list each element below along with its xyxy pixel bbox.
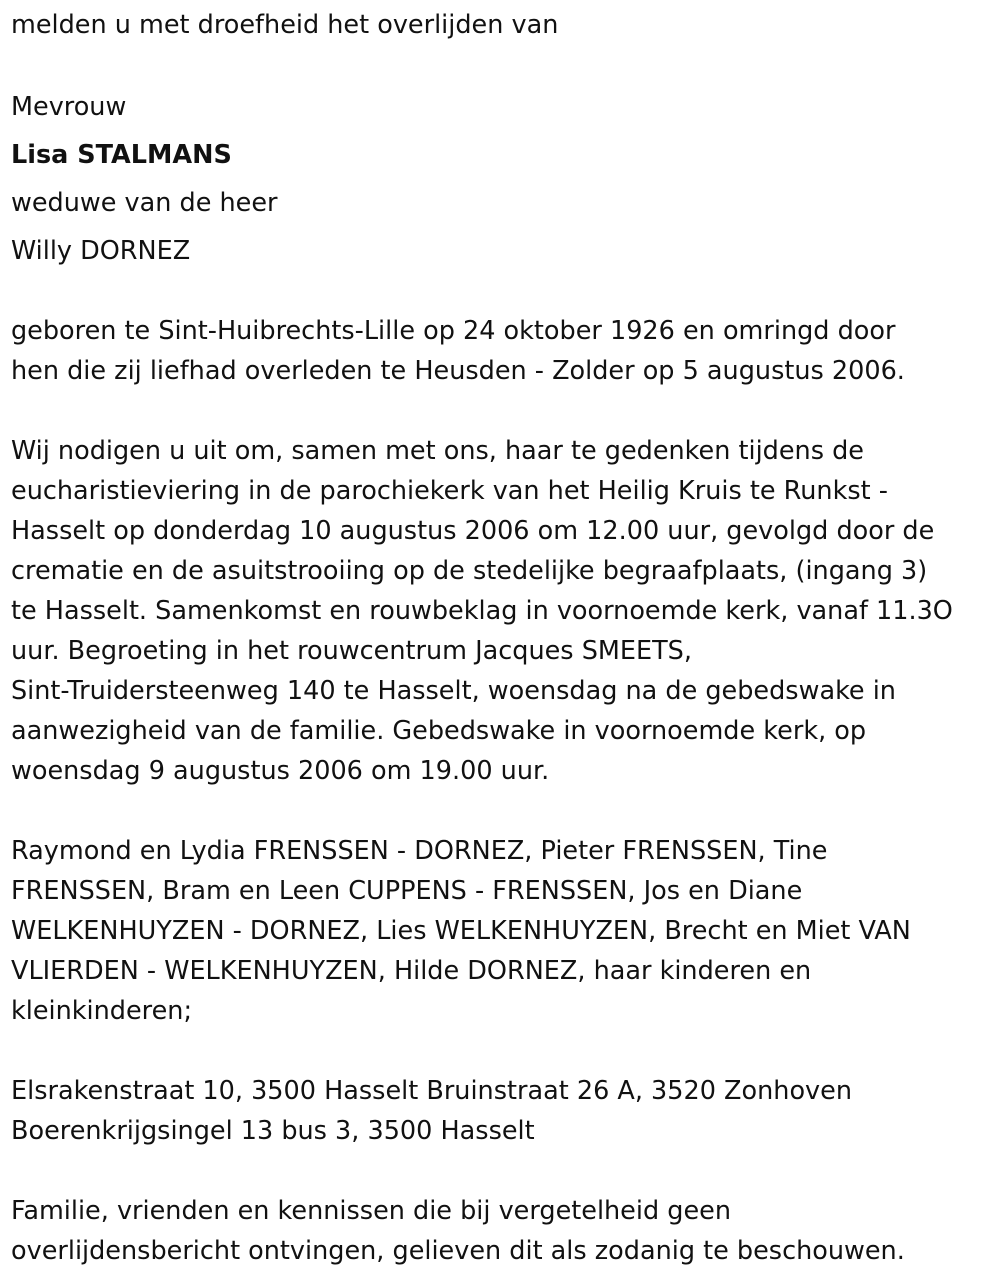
paragraph-line: VLIERDEN - WELKENHUYZEN, Hilde DORNEZ, haar kinderen en [11, 956, 812, 986]
deceased-name: Lisa STALMANS [11, 140, 232, 170]
spacer [11, 1151, 996, 1191]
paragraph-line: overlijdensbericht ontvingen, gelieven dit als zodanig te beschouwen. [11, 1236, 905, 1266]
paragraph-line: WELKENHUYZEN - DORNEZ, Lies WELKENHUYZEN, Brecht en Miet VAN [11, 916, 911, 946]
birth-death-paragraph [11, 311, 996, 391]
paragraph-line: eucharistieviering in de parochiekerk van het Heilig Kruis te Runkst - [11, 476, 888, 506]
address-line: Boerenkrijgsingel 13 bus 3, 3500 Hasselt [11, 1116, 535, 1146]
paragraph-line: geboren te Sint-Huibrechts-Lille op 24 oktober 1926 en omringd door [11, 316, 896, 346]
spacer [11, 45, 996, 85]
spacer [11, 1031, 996, 1071]
address-line: Elsrakenstraat 10, 3500 Hasselt Bruinstraat 26 A, 3520 Zonhoven [11, 1076, 852, 1106]
paragraph-line: Raymond en Lydia FRENSSEN - DORNEZ, Pieter FRENSSEN, Tine [11, 836, 828, 866]
paragraph-line: uur. Begroeting in het rouwcentrum Jacques SMEETS, [11, 636, 692, 666]
spacer [11, 271, 996, 311]
paragraph-line: kleinkinderen; [11, 996, 193, 1026]
spacer [11, 391, 996, 431]
relation-line: weduwe van de heer [11, 188, 278, 218]
family-paragraph [11, 831, 996, 1031]
paragraph-line: aanwezigheid van de familie. Gebedswake in voornoemde kerk, op [11, 716, 867, 746]
obituary-notice [11, 0, 996, 1271]
addresses-paragraph [11, 1071, 996, 1151]
paragraph-line: te Hasselt. Samenkomst en rouwbeklag in voornoemde kerk, vanaf 11.3O [11, 596, 953, 626]
closing-paragraph [11, 1191, 996, 1271]
ceremony-paragraph [11, 431, 996, 791]
title-prefix: Mevrouw [11, 92, 127, 122]
paragraph-line: woensdag 9 augustus 2006 om 19.00 uur. [11, 756, 550, 786]
paragraph-line: hen die zij liefhad overleden te Heusden - Zolder op 5 augustus 2006. [11, 356, 905, 386]
paragraph-line: Familie, vrienden en kennissen die bij vergetelheid geen [11, 1196, 731, 1226]
intro-line: melden u met droefheid het overlijden van [11, 10, 559, 40]
paragraph-line: FRENSSEN, Bram en Leen CUPPENS - FRENSSEN, Jos en Diane [11, 876, 803, 906]
paragraph-line: crematie en de asuitstrooiing op de stedelijke begraafplaats, (ingang 3) [11, 556, 928, 586]
spouse-name: Willy DORNEZ [11, 236, 191, 266]
paragraph-line: Sint-Truidersteenweg 140 te Hasselt, woensdag na de gebedswake in [11, 676, 896, 706]
spacer [11, 791, 996, 831]
paragraph-line: Wij nodigen u uit om, samen met ons, haar te gedenken tijdens de [11, 436, 864, 466]
paragraph-line: Hasselt op donderdag 10 augustus 2006 om 12.00 uur, gevolgd door de [11, 516, 935, 546]
